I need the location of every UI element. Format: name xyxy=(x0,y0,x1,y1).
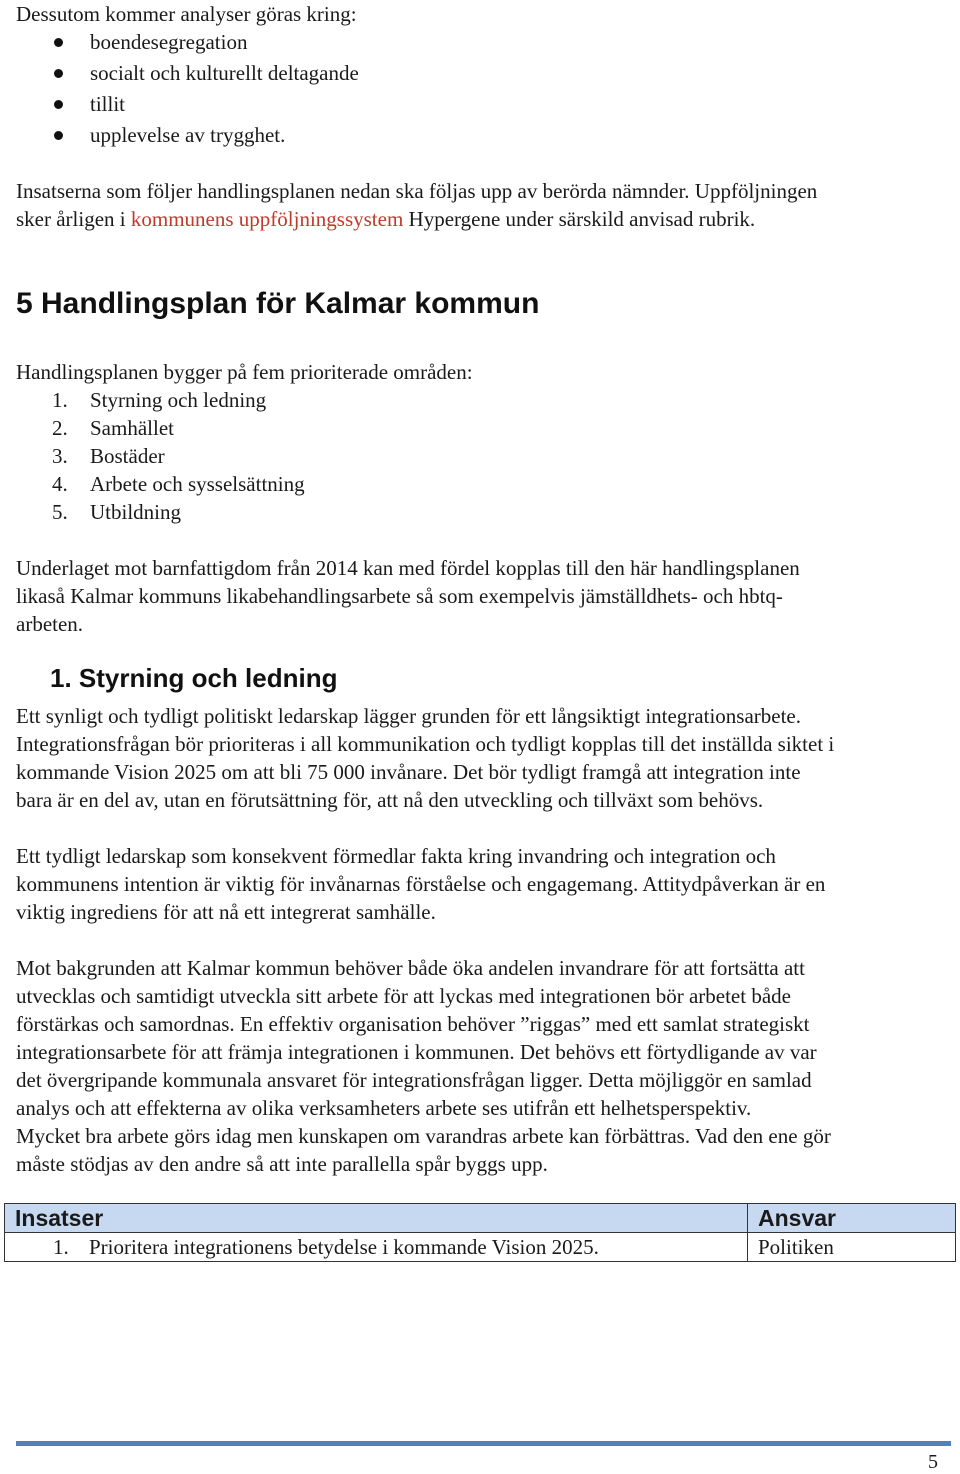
paragraph-line: integrationsarbete för att främja integrationen i kommunen. Det behövs ett förtydligande av var xyxy=(16,1040,817,1064)
area-number: 4. xyxy=(52,472,68,496)
paragraph-line: bara är en del av, utan en förutsättning för, att nå den utveckling och tillväxt som behövs. xyxy=(16,788,764,812)
paragraph-line: kommande Vision 2025 om att bli 75 000 invånare. Det bör tydligt framgå att integration inte xyxy=(16,760,801,784)
area-number: 2. xyxy=(52,416,68,440)
paragraph-line: måste stödjas av den andre så att inte parallella spår byggs upp. xyxy=(16,1152,548,1176)
table-header-row xyxy=(5,1204,956,1233)
area-label: Styrning och ledning xyxy=(90,388,267,412)
bullet-item: boendesegregation xyxy=(90,30,248,54)
bullet-item: socialt och kulturellt deltagande xyxy=(90,61,359,85)
paragraph-line: likaså Kalmar kommuns likabehandlingsarbete så som exempelvis jämställdhets- och hbtq- xyxy=(16,584,783,608)
paragraph-line: förstärkas och samordnas. En effektiv organisation behöver ”riggas” med ett samlat strategiskt xyxy=(16,1012,810,1036)
area-label: Utbildning xyxy=(90,500,182,524)
insats-number: 1. xyxy=(53,1234,69,1259)
table-row xyxy=(5,1233,956,1262)
followup-line: Insatserna som följer handlingsplanen nedan ska följas upp av berörda nämnder. Uppföljningen xyxy=(16,179,818,203)
paragraph-line: Ett synligt och tydligt politiskt ledarskap lägger grunden för ett långsiktigt integrationsarbete. xyxy=(16,704,801,728)
paragraph-line: det övergripande kommunala ansvaret för integrationsfrågan ligger. Detta möjliggör en samlad xyxy=(16,1068,812,1092)
area-number: 3. xyxy=(52,444,68,468)
column-header-insatser: Insatser xyxy=(5,1204,748,1233)
paragraph-line: Mot bakgrunden att Kalmar kommun behöver både öka andelen invandrare för att fortsätta att xyxy=(16,956,805,980)
paragraph-line: analys och att effekterna av olika verksamheters arbete ses utifrån ett helhetsperspektiv. xyxy=(16,1096,752,1120)
page-number: 5 xyxy=(928,1451,938,1473)
insats-text: Prioritera integrationens betydelse i kommande Vision 2025. xyxy=(89,1234,599,1259)
paragraph-line: Underlaget mot barnfattigdom från 2014 kan med fördel kopplas till den här handlingsplanen xyxy=(16,556,800,580)
area-number: 1. xyxy=(52,388,68,412)
footer-rule xyxy=(16,1441,951,1446)
insatser-table xyxy=(4,1203,956,1262)
paragraph-line: Mycket bra arbete görs idag men kunskapen om varandras arbete kan förbättras. Vad den ene gör xyxy=(16,1124,831,1148)
paragraph-line: kommunens intention är viktig för invånarnas förståelse och engagemang. Attitydpåverkan är en xyxy=(16,872,826,896)
followup-text: Hypergene under särskild anvisad rubrik. xyxy=(403,207,756,231)
bullet-item: tillit xyxy=(90,92,126,116)
area-label: Samhället xyxy=(90,416,174,440)
ansvar-cell: Politiken xyxy=(748,1233,956,1262)
paragraph-line: Integrationsfrågan bör prioriteras i all kommunikation och tydligt kopplas till det inställda siktet i xyxy=(16,732,835,756)
bullet-icon xyxy=(54,69,63,78)
area-label: Arbete och sysselsättning xyxy=(90,472,305,496)
section-lead: Handlingsplanen bygger på fem prioriterade områden: xyxy=(16,360,473,384)
insats-cell xyxy=(5,1233,748,1262)
paragraph-line: utvecklas och samtidigt utveckla sitt arbete för att lyckas med integrationen bör arbetet både xyxy=(16,984,791,1008)
subsection-heading: 1. Styrning och ledning xyxy=(50,663,338,693)
paragraph-line: viktig ingrediens för att nå ett integrerat samhälle. xyxy=(16,900,436,924)
section-heading: 5 Handlingsplan för Kalmar kommun xyxy=(16,287,540,320)
followup-line xyxy=(16,205,755,233)
column-header-ansvar: Ansvar xyxy=(748,1204,956,1233)
followup-text: sker årligen i xyxy=(16,207,131,231)
bullet-icon xyxy=(54,131,63,140)
bullet-item: upplevelse av trygghet. xyxy=(90,123,286,147)
area-number: 5. xyxy=(52,500,68,524)
paragraph-line: Ett tydligt ledarskap som konsekvent förmedlar fakta kring invandring och integration och xyxy=(16,844,776,868)
intro-lead: Dessutom kommer analyser göras kring: xyxy=(16,2,357,26)
bullet-icon xyxy=(54,100,63,109)
area-label: Bostäder xyxy=(90,444,165,468)
hypergene-system-link[interactable]: kommunens uppföljningssystem xyxy=(130,207,404,231)
bullet-icon xyxy=(54,38,63,47)
paragraph-line: arbeten. xyxy=(16,612,84,636)
